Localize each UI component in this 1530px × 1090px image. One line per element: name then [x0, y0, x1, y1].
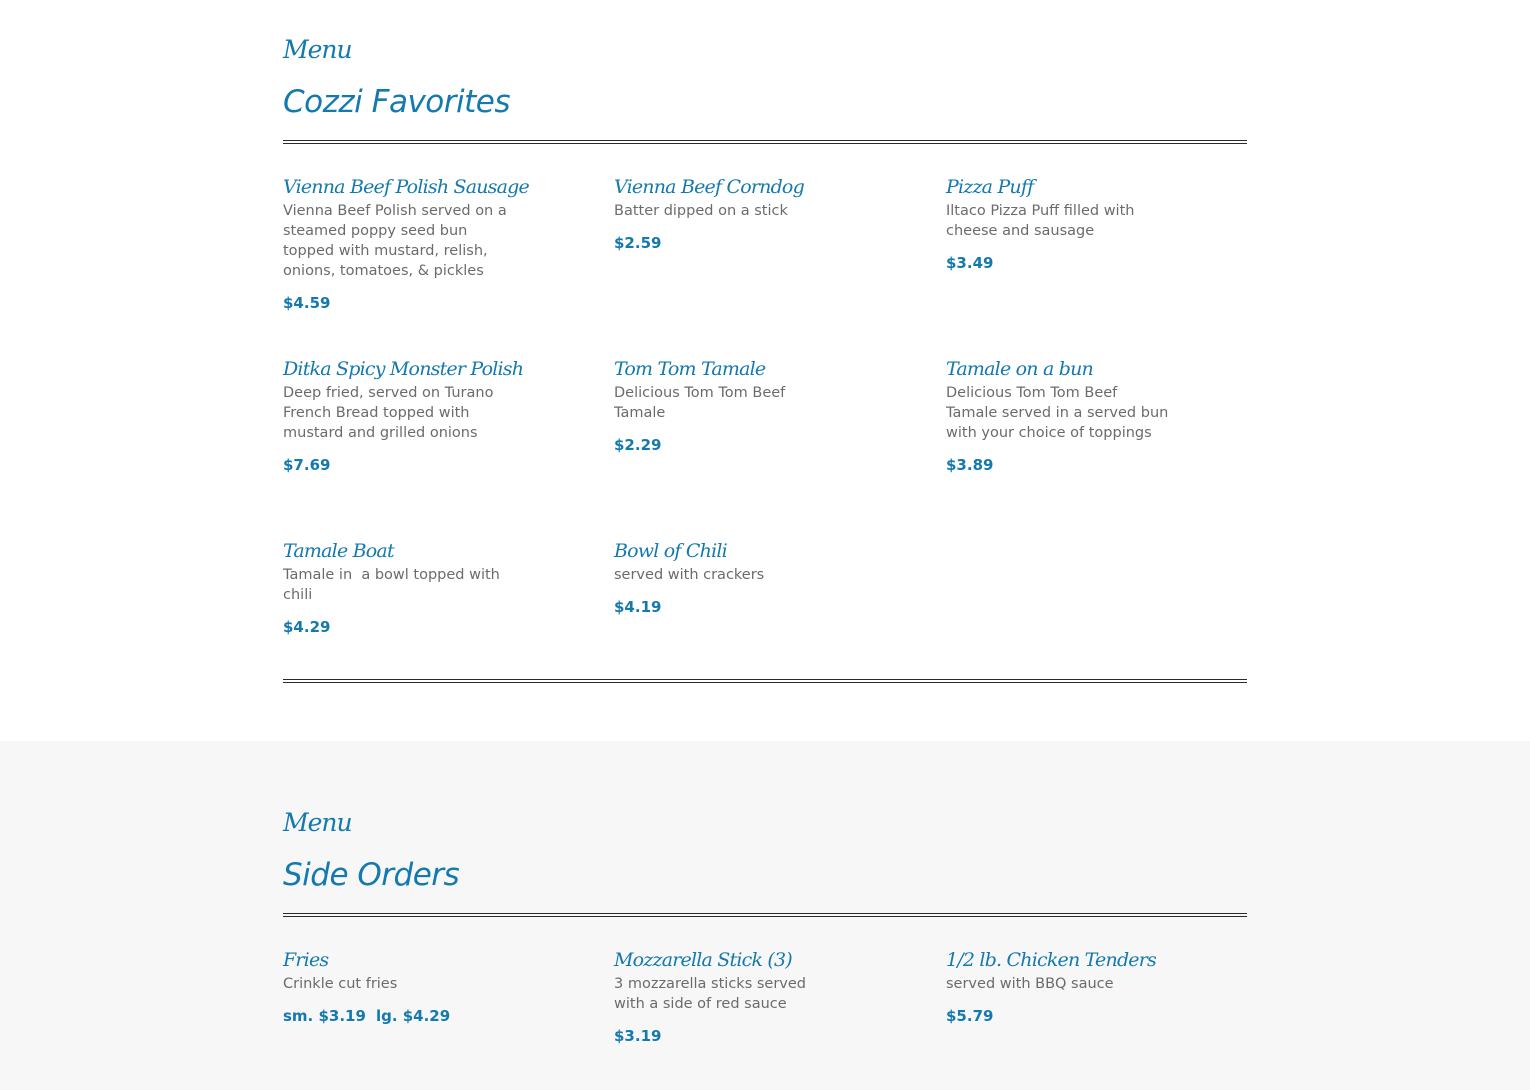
- item-description: Delicious Tom Tom Beef Tamale served in a served bun with your choice of toppings: [946, 385, 1173, 441]
- section-title: Side Orders: [283, 857, 460, 893]
- menu-label: Menu: [283, 808, 352, 837]
- item-name: 1/2 lb. Chicken Tenders: [946, 949, 1156, 971]
- item-description: Vienna Beef Polish served on a steamed poppy seed bun topped with mustard, relish, onions, tomatoes, & pickles: [283, 203, 512, 279]
- item-name: Bowl of Chili: [614, 540, 727, 562]
- item-price: $3.49: [946, 254, 994, 272]
- sides-section: [0, 741, 1530, 1090]
- section-divider-bottom: [283, 679, 1247, 683]
- menu-item: [614, 355, 849, 455]
- menu-item: [614, 173, 849, 253]
- item-description: Iltaco Pizza Puff filled with cheese and sausage: [946, 203, 1140, 239]
- item-description: served with BBQ sauce: [946, 976, 1114, 992]
- price-small: sm. $3.19: [283, 1007, 366, 1025]
- item-name: Vienna Beef Polish Sausage: [283, 176, 529, 198]
- item-description: Batter dipped on a stick: [614, 203, 788, 219]
- item-description: Delicious Tom Tom Beef Tamale: [614, 385, 790, 421]
- item-description: Tamale in a bowl topped with chili: [283, 567, 505, 603]
- item-price: $4.59: [283, 294, 331, 312]
- item-price: $3.19: [614, 1027, 662, 1045]
- item-description: Deep fried, served on Turano French Bread topped with mustard and grilled onions: [283, 385, 499, 441]
- sides-container: [283, 803, 1247, 1045]
- section-divider-top: [283, 913, 1247, 917]
- price-large: lg. $4.29: [375, 1007, 451, 1025]
- section-title: Cozzi Favorites: [283, 84, 510, 120]
- item-price: [283, 1006, 518, 1026]
- item-name: Fries: [283, 949, 329, 971]
- item-name: Ditka Spicy Monster Polish: [283, 358, 524, 380]
- item-price: $2.59: [614, 234, 662, 252]
- item-name: Mozzarella Stick (3): [614, 949, 792, 971]
- item-name: Tamale on a bun: [946, 358, 1093, 380]
- menu-item: [283, 173, 529, 313]
- item-name: Vienna Beef Corndog: [614, 176, 804, 198]
- item-description: served with crackers: [614, 567, 765, 583]
- item-name: Pizza Puff: [946, 176, 1034, 198]
- item-description: 3 mozzarella sticks served with a side of red sauce: [614, 976, 811, 1012]
- menu-item: [614, 537, 849, 617]
- menu-item: [283, 355, 524, 475]
- item-description: Crinkle cut fries: [283, 976, 398, 992]
- item-price: $5.79: [946, 1007, 994, 1025]
- item-name: Tamale Boat: [283, 540, 394, 562]
- menu-item: [283, 946, 518, 1026]
- section-divider-top: [283, 140, 1247, 144]
- item-price: $4.29: [283, 618, 331, 636]
- item-name: Tom Tom Tamale: [614, 358, 766, 380]
- item-price: $2.29: [614, 436, 662, 454]
- menu-item: [283, 537, 518, 637]
- favorites-container: [283, 30, 1247, 636]
- item-price: $4.19: [614, 598, 662, 616]
- menu-item: [946, 173, 1181, 273]
- item-price: $7.69: [283, 456, 331, 474]
- item-price: $3.89: [946, 456, 994, 474]
- menu-item: [614, 946, 849, 1046]
- menu-item: [946, 355, 1181, 475]
- menu-item: [946, 946, 1181, 1026]
- menu-label: Menu: [283, 35, 352, 64]
